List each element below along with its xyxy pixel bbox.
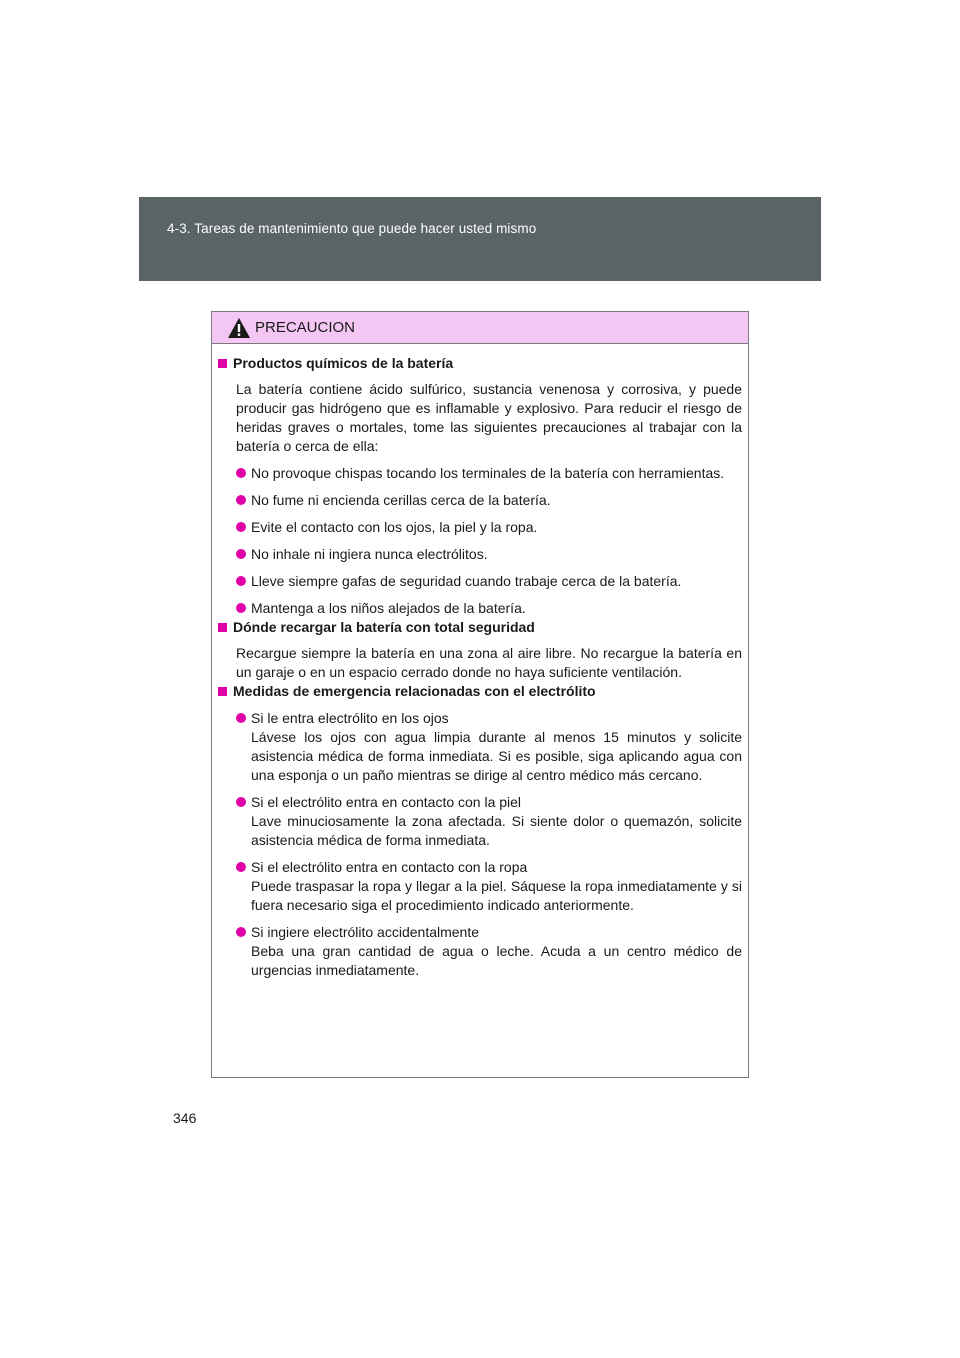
list-item-text: Beba una gran cantidad de agua o leche. Acuda a un centro médico de urgencias inmediatamente. [251,943,742,978]
list-item-text: No provoque chispas tocando los terminales de la batería con herramientas. [251,465,725,481]
caution-body [212,344,748,980]
circle-bullet-icon [236,797,246,807]
circle-bullet-icon [236,495,246,505]
list-item-text: No fume ni encienda cerillas cerca de la batería. [251,492,551,508]
section-emergency-measures [218,682,742,980]
section-heading [218,618,742,637]
list-item-title: Si el electrólito entra en contacto con la piel [251,794,522,810]
chapter-header-band [139,197,821,281]
section-heading [218,682,742,701]
list-item [218,545,742,564]
circle-bullet-icon [236,862,246,872]
list-item-title: Si le entra electrólito en los ojos [251,710,449,726]
circle-bullet-icon [236,522,246,532]
circle-bullet-icon [236,468,246,478]
caution-header [212,312,748,344]
list-item [218,599,742,618]
circle-bullet-icon [236,576,246,586]
square-bullet-icon [218,623,227,632]
list-item [218,709,742,785]
section-battery-chemicals [218,354,742,618]
section-recharge-safely [218,618,742,682]
caution-box [211,311,749,1078]
caution-title: PRECAUCION [255,319,356,336]
list-item-text: No inhale ni ingiera nunca electrólitos. [251,546,488,562]
section-paragraph: La batería contiene ácido sulfúrico, sustancia venenosa y corrosiva, y puede producir gas hidrógeno que es inflamable y explosivo. Para reducir el riesgo de heridas graves o mortales, tome las siguientes precauciones al trabajar con la batería o cerca de ella: [236,381,742,454]
list-item-title: Si ingiere electrólito accidentalmente [251,924,480,940]
chapter-title: 4-3. Tareas de mantenimiento que puede hacer usted mismo [167,221,537,236]
section-paragraph: Recargue siempre la batería en una zona al aire libre. No recargue la batería en un garaje o en un espacio cerrado donde no haya suficiente ventilación. [236,645,742,680]
page-number: 346 [173,1110,197,1126]
list-item-text: Lávese los ojos con agua limpia durante al menos 15 minutos y solicite asistencia médica de forma inmediata. Si es posible, siga aplicando agua con una esponja o un paño mientras se dirige al centro médico más cercano. [251,729,742,783]
list-item [218,518,742,537]
square-bullet-icon [218,359,227,368]
section-heading-text: Dónde recargar la batería con total seguridad [233,619,535,635]
list-item [218,793,742,850]
list-item [218,572,742,591]
section-heading-text: Productos químicos de la batería [233,355,454,371]
list-item-text: Mantenga a los niños alejados de la batería. [251,600,526,616]
warning-triangle-icon [227,317,251,339]
list-item-title: Si el electrólito entra en contacto con la ropa [251,859,528,875]
square-bullet-icon [218,687,227,696]
section-heading [218,354,742,373]
list-item-text: Lave minuciosamente la zona afectada. Si siente dolor o quemazón, solicite asistencia médica de forma inmediata. [251,813,742,848]
circle-bullet-icon [236,549,246,559]
list-item-text: Puede traspasar la ropa y llegar a la piel. Sáquese la ropa inmediatamente y si fuera necesario siga el procedimiento indicado anteriormente. [251,878,742,913]
list-item-text: Lleve siempre gafas de seguridad cuando trabaje cerca de la batería. [251,573,682,589]
list-item [218,858,742,915]
circle-bullet-icon [236,927,246,937]
list-item [218,464,742,483]
list-item [218,491,742,510]
circle-bullet-icon [236,603,246,613]
list-item-text: Evite el contacto con los ojos, la piel y la ropa. [251,519,538,535]
section-heading-text: Medidas de emergencia relacionadas con el electrólito [233,683,596,699]
list-item [218,923,742,980]
circle-bullet-icon [236,713,246,723]
